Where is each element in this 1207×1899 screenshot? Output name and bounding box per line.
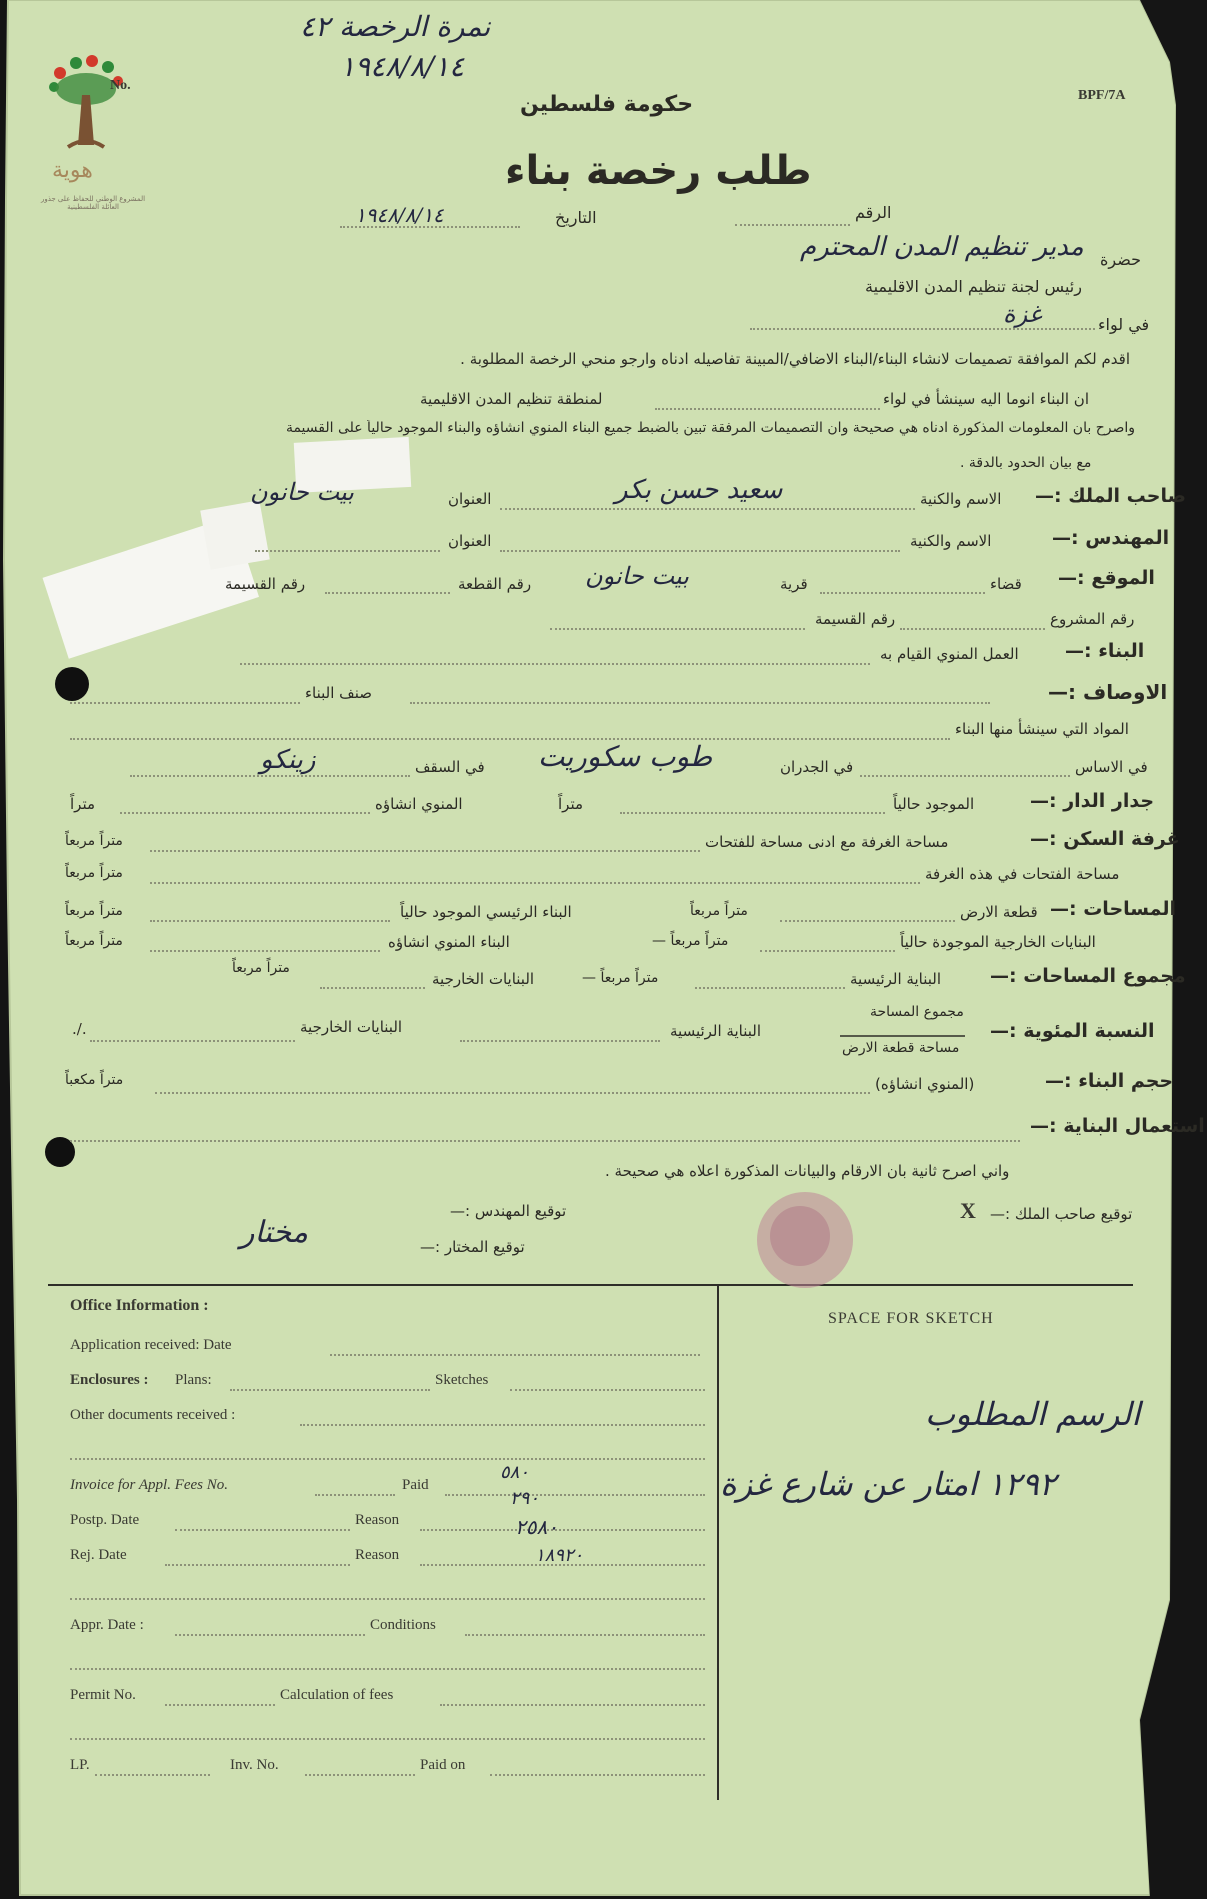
office-received: Application received: Date (70, 1337, 232, 1353)
owner-address-label: العنوان (448, 490, 492, 508)
housewall-unit: متراً (558, 795, 584, 813)
total-main: البناية الرئيسية (850, 970, 942, 988)
site-village: قرية (780, 575, 808, 593)
total-label: مجموع المساحات :— (990, 965, 1186, 987)
ratio-out: البنايات الخارجية (300, 1018, 403, 1036)
housewall-label: جدار الدار :— (1030, 790, 1155, 812)
office-rej: Rej. Date (70, 1547, 127, 1563)
materials-walls: في الجدران (780, 758, 854, 776)
engineer-name-label: الاسم والكنية (910, 532, 992, 550)
room-unit2: متراً مربعاً (65, 865, 123, 881)
fees-hw-1: ٥٨٠ (500, 1462, 530, 1483)
site-parcel: رقم القسيمة (225, 575, 306, 593)
form-title: طلب رخصة بناء (505, 148, 812, 194)
volume-unit: متراً مكعباً (65, 1072, 124, 1088)
site-qada: قضاء (990, 575, 1022, 593)
room-area: مساحة الغرفة مع ادنى مساحة للفتحات (705, 833, 949, 851)
scheme-parcel: رقم القسيمة (815, 610, 896, 628)
office-permit: Permit No. (70, 1687, 136, 1703)
office-other-docs: Other documents received : (70, 1407, 236, 1423)
fees-hw-3: ٢٥٨٠ (515, 1515, 558, 1539)
sketch-hw-2: ١٢٩٢ امتار عن شارع غزة (720, 1465, 1057, 1503)
date-label: التاريخ (555, 208, 597, 227)
building-work: العمل المنوي القيام به (880, 645, 1019, 663)
site-village-hw: بيت حانون (585, 562, 689, 590)
owner-signature-label: توقيع صاحب الملك :— (990, 1205, 1133, 1223)
form-code: BPF/7A (1078, 88, 1126, 103)
ratio-denominator: مساحة قطعة الارض (842, 1040, 960, 1056)
usage-label: استعمال البناية :— (1030, 1115, 1205, 1137)
punch-hole-upper (55, 667, 89, 701)
desc-type: صنف البناء (305, 684, 372, 702)
office-reason: Reason (355, 1512, 400, 1528)
areas-u1: متراً مربعاً (690, 903, 748, 919)
logo-name: هوية (52, 158, 93, 183)
total-out: البنايات الخارجية (432, 970, 535, 988)
ratio-numerator: مجموع المساحة (870, 1004, 964, 1020)
total-u2: متراً مربعاً (232, 960, 290, 976)
office-postp: Postp. Date (70, 1512, 140, 1528)
engineer-signature-label: توقيع المهندس :— (450, 1202, 567, 1220)
mukhtar-signature-label: توقيع المختار :— (420, 1238, 525, 1256)
ratio-percent: ./. (72, 1020, 87, 1038)
engineer-label: المهندس :— (1052, 527, 1170, 549)
sketch-title: SPACE FOR SKETCH (828, 1310, 994, 1327)
scheme-label: رقم المشروع (1050, 610, 1135, 628)
office-title: Office Information : (70, 1297, 209, 1314)
permit-date-hw: ١٩٤٨/٨/١٤ (340, 50, 465, 83)
tree-logo-icon (48, 55, 124, 155)
room-openings: مساحة الفتحات في هذه الغرفة (925, 865, 1120, 883)
government-title: حكومة فلسطين (520, 92, 694, 117)
room-unit: متراً مربعاً (65, 833, 123, 849)
site-plot: رقم القطعة (458, 575, 532, 593)
site-label: الموقع :— (1058, 567, 1155, 589)
intro-p2a: ان البناء انوما اليه سينشأ في لواء (883, 390, 1089, 408)
fees-hw-2: ٢٩٠ (510, 1488, 540, 1509)
volume-proposed: (المنوي انشاؤه) (875, 1075, 975, 1093)
hadra-hw: مدير تنظيم المدن المحترم (800, 232, 1084, 262)
housewall-proposed: المنوي انشاؤه (375, 795, 463, 813)
number-label: الرقم (855, 203, 892, 222)
areas-u3: متراً مربعاً (65, 933, 123, 949)
logo (48, 55, 124, 155)
office-invoice: Invoice for Appl. Fees No. (70, 1477, 229, 1493)
declaration: واني اصرح ثانية بان الارقام والبيانات المذكورة اعلاه هي صحيحة . (605, 1162, 1010, 1180)
office-plans: Plans: (175, 1372, 212, 1388)
date-value: ١٩٤٨/٨/١٤ (355, 203, 444, 227)
owner-label: صاحب الملك :— (1035, 485, 1186, 507)
areas-label: المساحات :— (1050, 898, 1176, 920)
intro-p3: واصرح بان المعلومات المذكورة ادناه هي صحيحة وان التصميمات المرفقة تبين بالضبط جميع البناء المنوي انشاؤه والبناء الموجود حالياً على القسيمة (285, 420, 1135, 436)
areas-u2: متراً مربعاً — (652, 933, 729, 949)
desc-label: الاوصاف :— (1048, 680, 1168, 704)
no-label: No. (110, 78, 131, 93)
volume-label: حجم البناء :— (1045, 1070, 1174, 1092)
engineer-address-label: العنوان (448, 532, 492, 550)
mukhtar-signature-hw: مختار (240, 1215, 309, 1250)
office-appr: Appr. Date : (70, 1617, 144, 1633)
office-lp: LP. (70, 1757, 90, 1773)
total-u1: متراً مربعاً — (582, 970, 659, 986)
owner-address-hw: بيت حانون (250, 478, 354, 506)
areas-plot: قطعة الارض (960, 903, 1038, 921)
owner-name-label: الاسم والكنية (920, 490, 1002, 508)
materials-walls-hw: طوب سكوريت (538, 740, 713, 773)
housewall-existing: الموجود حالياً (893, 795, 975, 813)
office-conditions: Conditions (370, 1617, 436, 1633)
materials-roof-hw: زينكو (260, 745, 316, 775)
intro-p3b: مع بيان الحدود بالدقة . (960, 455, 1092, 471)
committee-label: رئيس لجنة تنظيم المدن الاقليمية (865, 277, 1082, 296)
owner-signature-mark: X (960, 1198, 976, 1223)
building-label: البناء :— (1065, 640, 1145, 662)
district-hw: غزة (1003, 300, 1042, 328)
intro-p2b: لمنطقة تنظيم المدن الاقليمية (420, 390, 603, 408)
office-inv: Inv. No. (230, 1757, 279, 1773)
ratio-label: النسبة المئوية :— (990, 1020, 1155, 1042)
logo-caption: المشروع الوطني للحفاظ على جذور العائلة الفلسطينية (40, 195, 146, 211)
room-label: غرفة السكن :— (1030, 828, 1180, 850)
areas-main-exist: البناء الرئيسي الموجود حالياً (400, 903, 572, 921)
areas-proposed: البناء المنوي انشاؤه (388, 933, 510, 951)
materials-foundation: في الاساس (1075, 758, 1148, 776)
intro-p1: اقدم لكم الموافقة تصميمات لانشاء البناء/البناء الاضافي/المبينة تفاصيله ادناه وارجو منحي الرخصة المطلوبة . (460, 350, 1130, 368)
owner-name-hw: سعيد حسن بكر (615, 475, 783, 505)
office-paid-on: Paid on (420, 1757, 466, 1773)
district-label: في لواء (1098, 315, 1150, 334)
office-sketches: Sketches (435, 1372, 489, 1388)
office-calc: Calculation of fees (280, 1687, 394, 1703)
areas-u5: متراً مربعاً (65, 903, 123, 919)
housewall-unit2: متراً (70, 795, 96, 813)
office-paid: Paid (402, 1477, 429, 1493)
areas-out-exist: البنايات الخارجية الموجودة حالياً (900, 933, 1096, 951)
hadra-label: حضرة (1100, 250, 1141, 269)
sketch-hw-1: الرسم المطلوب (925, 1395, 1141, 1433)
office-enclosures: Enclosures : (70, 1372, 149, 1388)
materials-roof: في السقف (415, 758, 485, 776)
materials-label: المواد التي سينشأ منها البناء (955, 720, 1129, 738)
office-reason2: Reason (355, 1547, 400, 1563)
permit-number-hw: نمرة الرخصة ٤٢ (300, 10, 491, 43)
fees-hw-4: ١٨٩٢٠ (535, 1545, 584, 1566)
ratio-main: البناية الرئيسية (670, 1022, 762, 1040)
